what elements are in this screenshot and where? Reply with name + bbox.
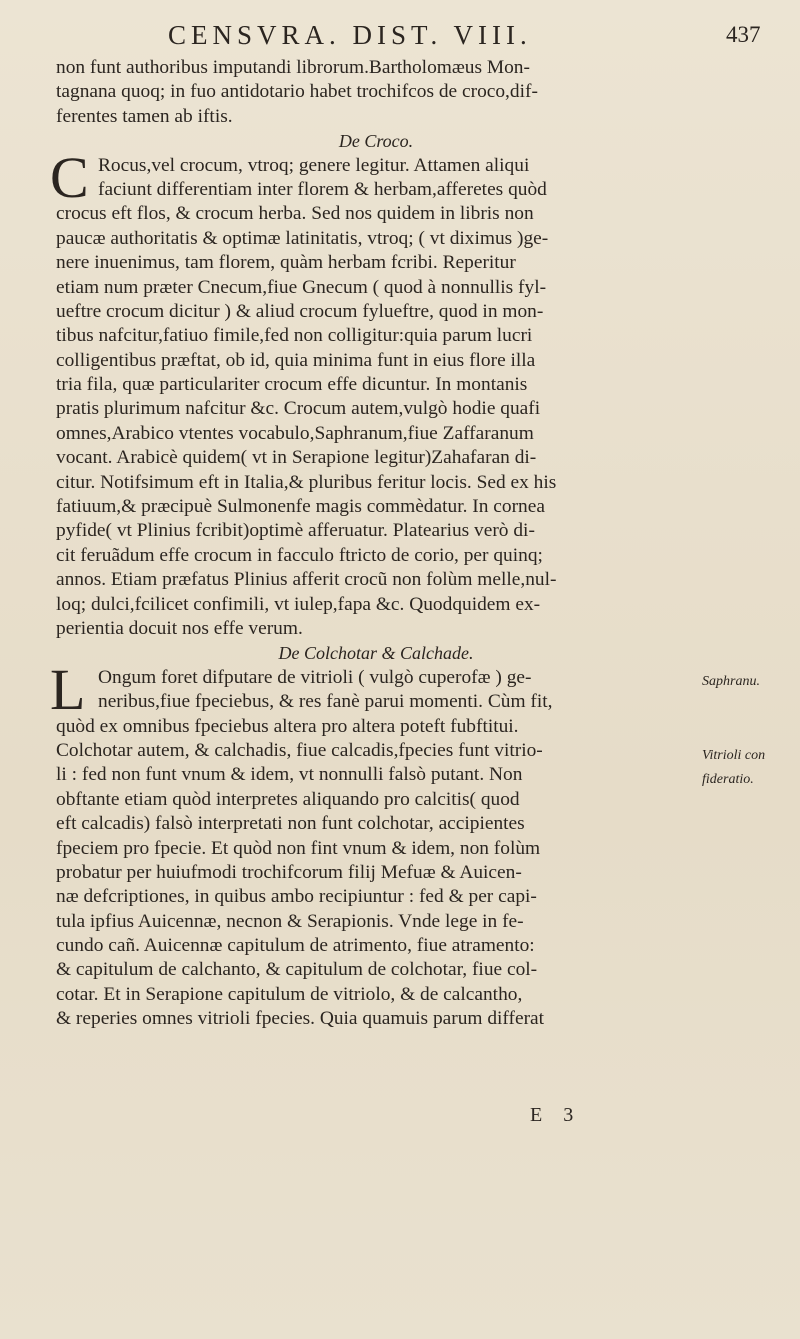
text-line: tibus nafcitur,fatiuo fimile,fed non colligitur:quia parum lucri (56, 325, 533, 347)
text-line: cundo cañ. Auicennæ capitulum de atrimento, fiue atramento: (56, 935, 535, 957)
page-number: 437 (726, 22, 761, 47)
text-line: tria fila, quæ particulariter crocum effe dicuntur. In montanis (56, 374, 528, 396)
text-line: næ defcriptiones, in quibus ambo recipiuntur : fed & per capi- (56, 886, 537, 908)
margin-note-vitrioli: Vitrioli con (702, 748, 766, 763)
text-line: faciunt differentiam inter florem & herbam,afferetes quòd (98, 178, 547, 200)
text-line: probatur per huiufmodi trochifcorum filij Mefuæ & Auicen- (56, 861, 522, 883)
text-line: annos. Etiam præfatus Plinius afferit crocũ non folùm melle,nul- (56, 569, 557, 591)
text-line: ueftre crocum dicitur ) & aliud crocum fylueftre, quod in mon- (56, 300, 544, 322)
text-line: citur. Notifsimum eft in Italia,& pluribus feritur locis. Sed ex his (56, 471, 557, 493)
text-line: fatiuum,& præcipuè Sulmonenfe magis commèdatur. In cornea (56, 496, 545, 518)
text-line: cit feruãdum effe crocum in facculo ftricto de corio, per quinq; (56, 544, 543, 566)
text-line: & capitulum de calchanto, & capitulum de colchotar, fiue col- (56, 959, 538, 981)
text-line: pratis plurimum nafcitur &c. Crocum autem,vulgò hodie quafi (56, 398, 541, 420)
section-heading-croco: De Croco. (338, 131, 414, 152)
text-line: vocant. Arabicè quidem( vt in Serapione legitur)Zahafaran di- (56, 447, 537, 469)
text-line: eft calcadis) falsò interpretati non funt colchotar, accipientes (56, 813, 525, 835)
drop-cap: L (50, 656, 86, 722)
paragraph-colchotar (50, 656, 696, 1032)
text-line: li : fed non funt vnum & idem, vt nonnulli falsò putant. Non (56, 764, 523, 786)
text-line: crocus eft flos, & crocum herba. Sed nos quidem in libris non (56, 203, 534, 225)
text-line: colligentibus præftat, ob id, quia minima funt in eius flore illa (56, 349, 536, 371)
text-line: Rocus,vel crocum, vtroq; genere legitur. Attamen aliqui (98, 154, 530, 176)
drop-cap: C (50, 144, 89, 210)
text-line: cotar. Et in Serapione capitulum de vitriolo, & de calcantho, (56, 983, 523, 1005)
text-line: tula ipfius Auicennæ, necnon & Serapionis. Vnde lege in fe- (56, 910, 524, 932)
text-line: fpeciem pro fpecie. Et quòd non fint vnum & idem, non folùm (56, 837, 541, 859)
text-line: & reperies omnes vitrioli fpecies. Quia quamuis parum differat (56, 1008, 545, 1030)
margin-note-consideratio: fideratio. (702, 772, 754, 787)
paragraph-croco (50, 144, 696, 642)
section-heading-colchotar: De Colchotar & Calchade. (278, 643, 474, 664)
text-line: obftante etiam quòd interpretes aliquando pro calcitis( quod (56, 788, 520, 810)
text-line: nere inuenimus, tam florem, quàm herbam fcribi. Reperitur (56, 252, 516, 274)
text-line: Colchotar autem, & calchadis, fiue calcadis,fpecies funt vitrio- (56, 739, 543, 761)
text-line: pyfide( vt Plinius fcribit)optimè afferuatur. Platearius verò di- (56, 520, 535, 542)
text-line: Ongum foret difputare de vitrioli ( vulgò cuperofæ ) ge- (98, 666, 532, 688)
text-line: ferentes tamen ab iftis. (56, 105, 233, 127)
margin-note-saphranum: Saphranu. (702, 674, 760, 689)
signature-mark: E 3 (530, 1104, 582, 1126)
text-line: non funt authoribus imputandi librorum.Bartholomæus Mon- (56, 57, 530, 78)
text-line: etiam num præter Cnecum,fiue Gnecum ( quod à nonnullis fyl- (56, 276, 547, 298)
page-header (0, 20, 800, 52)
text-line: neribus,fiue fpeciebus, & res fanè parui momenti. Cùm fit, (98, 691, 553, 713)
text-line: quòd ex omnibus fpeciebus altera pro altera poteft fubftitui. (56, 715, 519, 737)
body-text (50, 56, 696, 1032)
text-line: tagnana quoq; in fuo antidotario habet trochifcos de croco,dif- (56, 81, 538, 103)
text-line: paucæ authoritatis & optimæ latinitatis, vtroq; ( vt diximus )ge- (56, 227, 549, 249)
text-line: omnes,Arabico vtentes vocabulo,Saphranum,fiue Zaffaranum (56, 422, 534, 444)
text-line: perientia docuit nos effe verum. (56, 617, 303, 639)
running-head: CENSVRA. DIST. VIII. (168, 20, 532, 50)
text-line: loq; dulci,fcilicet confimili, vt iulep,fapa &c. Quodquidem ex- (56, 593, 541, 615)
